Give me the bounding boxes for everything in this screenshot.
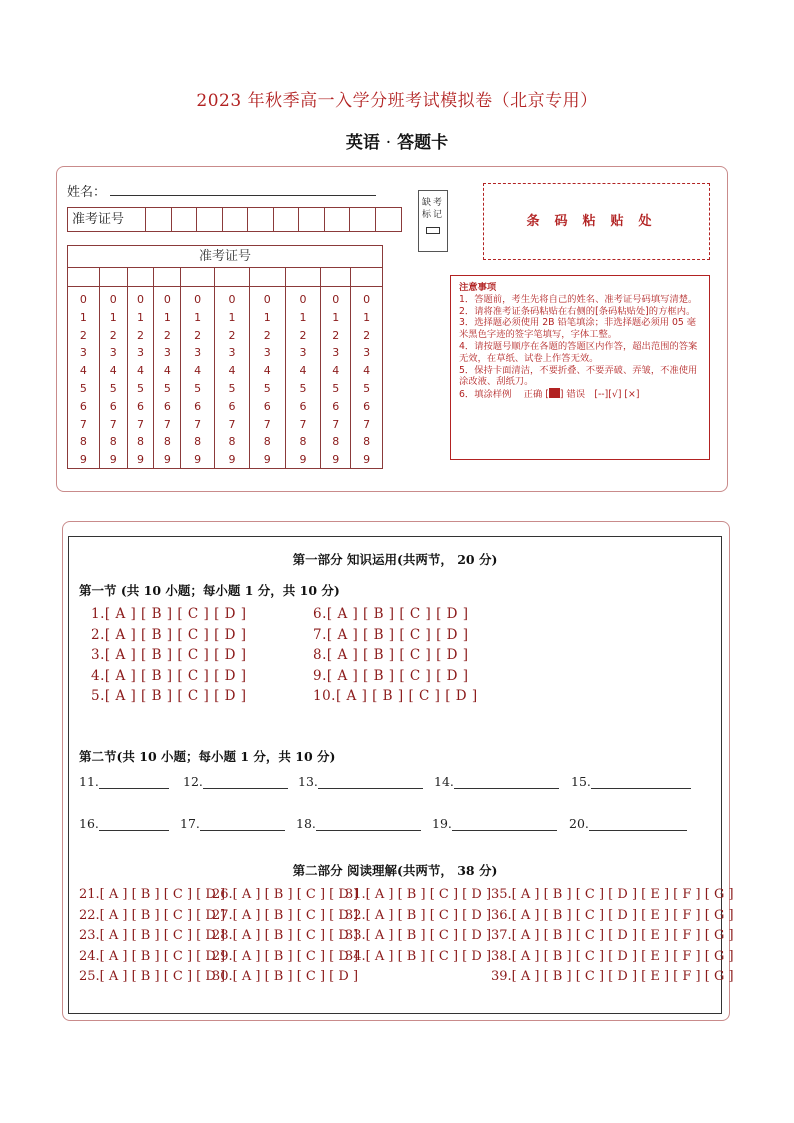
fill-blank-number: 16. <box>79 816 99 831</box>
fill-blank-line[interactable] <box>591 776 691 789</box>
digit-bubble[interactable]: 9 <box>228 453 236 467</box>
answer-row[interactable]: 7.[ A ] [ B ] [ C ] [ D ] <box>313 626 469 643</box>
digit-list <box>215 287 249 469</box>
digit-bubble[interactable]: 6 <box>299 399 307 413</box>
notes-title: 注意事项 <box>459 282 497 293</box>
digit-bubble[interactable]: 1 <box>137 310 145 324</box>
digit-bubble[interactable]: 7 <box>109 417 117 431</box>
digit-bubble[interactable]: 1 <box>299 310 307 324</box>
fill-blank-number: 20. <box>569 816 589 831</box>
digit-bubble[interactable]: 5 <box>228 382 236 396</box>
digit-list <box>154 287 180 469</box>
digit-bubble[interactable]: 6 <box>363 399 371 413</box>
grid-write-cell[interactable] <box>321 268 350 287</box>
answer-row[interactable]: 38.[ A ] [ B ] [ C ] [ D ] [ E ] [ F ] [ G ] <box>491 948 734 964</box>
digit-bubble[interactable]: 6 <box>79 399 87 413</box>
digit-bubble[interactable]: 8 <box>137 435 145 449</box>
answer-row[interactable]: 1.[ A ] [ B ] [ C ] [ D ] <box>91 606 247 622</box>
answer-row[interactable]: 27.[ A ] [ B ] [ C ] [ D ] <box>212 907 359 923</box>
grid-write-cell[interactable] <box>250 268 285 287</box>
digit-bubble[interactable]: 9 <box>109 453 117 467</box>
digit-bubble[interactable]: 7 <box>79 417 87 431</box>
fill-blank-item[interactable] <box>296 816 421 831</box>
grid-write-cell[interactable] <box>68 268 99 287</box>
fill-blank-line[interactable] <box>99 818 169 831</box>
notes-item: 1．答题前，考生先将自己的姓名、准考证号码填写清楚。 <box>459 293 698 305</box>
answer-row[interactable]: 28.[ A ] [ B ] [ C ] [ D ] <box>212 928 359 944</box>
notes-item-sample: 6．填涂样例 正确 [ ] 错误 [--][√] [×] <box>459 389 640 401</box>
digit-bubble[interactable]: 9 <box>263 453 271 467</box>
digit-bubble[interactable]: 3 <box>163 346 171 360</box>
exam-id-cell[interactable] <box>299 208 325 231</box>
fill-blank-item[interactable] <box>432 816 557 831</box>
grid-column <box>250 268 286 469</box>
answer-row[interactable]: 4.[ A ] [ B ] [ C ] [ D ] <box>91 667 247 684</box>
answer-row[interactable]: 30.[ A ] [ B ] [ C ] [ D ] <box>212 969 359 985</box>
grid-column <box>215 268 250 469</box>
digit-bubble[interactable]: 9 <box>299 453 307 467</box>
fill-blank-line[interactable] <box>452 818 557 831</box>
digit-bubble[interactable]: 4 <box>263 364 271 378</box>
digit-bubble[interactable]: 3 <box>194 346 202 360</box>
fill-blank-line[interactable] <box>99 776 169 789</box>
fill-blank-number: 11. <box>79 774 99 789</box>
digit-bubble[interactable]: 4 <box>163 364 171 378</box>
digit-bubble[interactable]: 1 <box>109 310 117 324</box>
grid-columns <box>68 268 382 469</box>
digit-bubble[interactable]: 2 <box>228 328 236 342</box>
digit-bubble[interactable]: 4 <box>137 364 145 378</box>
part2-column-3 <box>345 887 491 969</box>
digit-list <box>351 287 382 469</box>
answer-row[interactable]: 24.[ A ] [ B ] [ C ] [ D ] <box>79 948 226 964</box>
answer-row[interactable]: 10.[ A ] [ B ] [ C ] [ D ] <box>313 688 478 704</box>
exam-id-cell[interactable] <box>376 208 402 231</box>
digit-bubble[interactable]: 1 <box>228 310 236 324</box>
digit-list <box>128 287 154 469</box>
digit-bubble[interactable]: 0 <box>263 293 271 307</box>
exam-id-label: 准考证号 <box>68 208 146 231</box>
fill-blank-line[interactable] <box>454 776 559 789</box>
answer-row[interactable]: 3.[ A ] [ B ] [ C ] [ D ] <box>91 647 247 663</box>
digit-bubble[interactable]: 0 <box>79 293 87 307</box>
digit-bubble[interactable]: 9 <box>332 453 340 467</box>
exam-id-cell[interactable] <box>248 208 274 231</box>
part2-title: 第二部分 阅读理解(共两节， 38 分) <box>292 863 498 878</box>
grid-write-cell[interactable] <box>100 268 127 287</box>
answer-row[interactable]: 8.[ A ] [ B ] [ C ] [ D ] <box>313 647 469 663</box>
part2-column-4 <box>491 887 734 990</box>
fill-blank-number: 19. <box>432 816 452 831</box>
card-label: 答题卡 <box>397 133 449 153</box>
answer-row[interactable]: 5.[ A ] [ B ] [ C ] [ D ] <box>91 688 247 704</box>
digit-bubble[interactable]: 7 <box>263 417 271 431</box>
fill-blank-line[interactable] <box>589 818 687 831</box>
digit-bubble[interactable]: 8 <box>109 435 117 449</box>
digit-bubble[interactable]: 2 <box>194 328 202 342</box>
fill-blank-item[interactable] <box>79 816 169 831</box>
digit-bubble[interactable]: 8 <box>332 435 340 449</box>
digit-bubble[interactable]: 5 <box>363 382 371 396</box>
grid-column <box>181 268 215 469</box>
digit-bubble[interactable]: 1 <box>263 310 271 324</box>
digit-bubble[interactable]: 6 <box>137 399 145 413</box>
fill-blank-number: 17. <box>180 816 200 831</box>
filled-mark-icon <box>549 388 560 398</box>
exam-id-cell[interactable] <box>172 208 198 231</box>
digit-bubble[interactable]: 4 <box>332 364 340 378</box>
page-subtitle <box>0 128 794 153</box>
fill-blank-item[interactable] <box>180 816 285 831</box>
notes-box <box>450 275 710 460</box>
digit-bubble[interactable]: 5 <box>79 382 87 396</box>
answer-row[interactable]: 33.[ A ] [ B ] [ C ] [ D ] <box>345 928 492 944</box>
fill-blank-line[interactable] <box>318 776 423 789</box>
fill-blank-line[interactable] <box>200 818 285 831</box>
sample-wrong-label: 错误 [--][√] [×] <box>566 389 640 401</box>
digit-bubble[interactable]: 2 <box>363 328 371 342</box>
digit-bubble[interactable]: 5 <box>109 382 117 396</box>
fill-blank-item[interactable] <box>298 774 423 789</box>
fill-blank-number: 14. <box>434 774 454 789</box>
digit-bubble[interactable]: 4 <box>228 364 236 378</box>
part2-column-2 <box>212 887 358 990</box>
digit-bubble[interactable]: 8 <box>263 435 271 449</box>
digit-list <box>68 287 99 469</box>
answer-row[interactable]: 9.[ A ] [ B ] [ C ] [ D ] <box>313 667 469 684</box>
digit-bubble[interactable]: 5 <box>299 382 307 396</box>
digit-bubble[interactable]: 3 <box>363 346 371 360</box>
digit-list <box>181 287 214 469</box>
digit-bubble[interactable]: 3 <box>299 346 307 360</box>
absent-label-1: 缺考 <box>421 198 444 208</box>
section1-title: 第一节 (共 10 小题；每小题 1 分，共 10 分) <box>79 583 340 598</box>
grid-column <box>128 268 155 469</box>
fill-blank-item[interactable] <box>569 816 687 831</box>
grid-column <box>100 268 128 469</box>
exam-id-bubble-grid <box>67 245 383 469</box>
digit-bubble[interactable]: 3 <box>228 346 236 360</box>
digit-bubble[interactable]: 9 <box>79 453 87 467</box>
digit-bubble[interactable]: 2 <box>299 328 307 342</box>
digit-bubble[interactable]: 7 <box>137 417 145 431</box>
section1-left-column <box>91 606 247 709</box>
digit-bubble[interactable]: 5 <box>163 382 171 396</box>
fill-blank-number: 13. <box>298 774 318 789</box>
exam-id-cell[interactable] <box>146 208 172 231</box>
digit-bubble[interactable]: 6 <box>194 399 202 413</box>
digit-bubble[interactable]: 0 <box>332 293 340 307</box>
digit-bubble[interactable]: 3 <box>137 346 145 360</box>
grid-column <box>154 268 181 469</box>
answer-row[interactable]: 2.[ A ] [ B ] [ C ] [ D ] <box>91 626 247 643</box>
answer-row[interactable]: 22.[ A ] [ B ] [ C ] [ D ] <box>79 907 226 923</box>
grid-write-cell[interactable] <box>154 268 180 287</box>
section2-title: 第二节(共 10 小题；每小题 1 分，共 10 分) <box>79 749 336 764</box>
fill-blank-line[interactable] <box>203 776 288 789</box>
digit-bubble[interactable]: 4 <box>299 364 307 378</box>
digit-bubble[interactable]: 6 <box>228 399 236 413</box>
answer-row[interactable]: 37.[ A ] [ B ] [ C ] [ D ] [ E ] [ F ] [ G ] <box>491 928 734 944</box>
grid-write-cell[interactable] <box>286 268 321 287</box>
answer-row[interactable]: 31.[ A ] [ B ] [ C ] [ D ] <box>345 887 492 902</box>
digit-bubble[interactable]: 9 <box>137 453 145 467</box>
notes-item: 4．请按题号顺序在各题的答题区内作答，超出范围的答案无效，在草纸、试卷上作答无效。 <box>459 340 698 364</box>
digit-bubble[interactable]: 8 <box>363 435 371 449</box>
grid-header: 准考证号 <box>68 246 382 268</box>
digit-bubble[interactable]: 7 <box>228 417 236 431</box>
page-title: 2023 年秋季高一入学分班考试模拟卷（北京专用） <box>196 91 598 111</box>
part2-column-1 <box>79 887 225 990</box>
digit-bubble[interactable]: 7 <box>363 417 371 431</box>
digit-bubble[interactable]: 0 <box>137 293 145 307</box>
digit-bubble[interactable]: 8 <box>228 435 236 449</box>
digit-list <box>100 287 127 469</box>
digit-bubble[interactable]: 8 <box>299 435 307 449</box>
grid-column <box>321 268 351 469</box>
digit-list <box>286 287 321 469</box>
digit-bubble[interactable]: 2 <box>163 328 171 342</box>
digit-bubble[interactable]: 3 <box>263 346 271 360</box>
digit-bubble[interactable]: 9 <box>194 453 202 467</box>
answer-row[interactable]: 26.[ A ] [ B ] [ C ] [ D ] <box>212 887 359 902</box>
notes-item: 3．选择题必须使用 2B 铅笔填涂；非选择题必须用 05 毫米黑色字迹的签字笔填写，字体工整。 <box>459 317 697 341</box>
digit-bubble[interactable]: 8 <box>194 435 202 449</box>
fill-blank-item[interactable] <box>571 774 691 789</box>
digit-bubble[interactable]: 2 <box>263 328 271 342</box>
digit-bubble[interactable]: 8 <box>163 435 171 449</box>
exam-id-cell[interactable] <box>223 208 249 231</box>
digit-bubble[interactable]: 1 <box>363 310 371 324</box>
digit-bubble[interactable]: 6 <box>263 399 271 413</box>
fill-blank-item[interactable] <box>79 774 169 789</box>
answer-row[interactable]: 39.[ A ] [ B ] [ C ] [ D ] [ E ] [ F ] [ G ] <box>491 969 734 985</box>
digit-bubble[interactable]: 0 <box>363 293 371 307</box>
answer-row[interactable]: 35.[ A ] [ B ] [ C ] [ D ] [ E ] [ F ] [ G ] <box>491 887 734 902</box>
digit-bubble[interactable]: 1 <box>194 310 202 324</box>
digit-bubble[interactable]: 4 <box>109 364 117 378</box>
name-field[interactable] <box>110 195 376 196</box>
answer-row[interactable]: 21.[ A ] [ B ] [ C ] [ D ] <box>79 887 226 902</box>
digit-bubble[interactable]: 3 <box>109 346 117 360</box>
digit-bubble[interactable]: 2 <box>332 328 340 342</box>
fill-blank-line[interactable] <box>316 818 421 831</box>
digit-list <box>321 287 350 469</box>
name-label: 姓名： <box>67 185 107 200</box>
digit-bubble[interactable]: 6 <box>332 399 340 413</box>
part1-title: 第一部分 知识运用(共两节， 20 分) <box>292 552 498 567</box>
digit-bubble[interactable]: 7 <box>194 417 202 431</box>
separator-dot: · <box>385 133 392 153</box>
fill-blank-number: 15. <box>571 774 591 789</box>
answer-row[interactable]: 32.[ A ] [ B ] [ C ] [ D ] <box>345 907 492 923</box>
digit-bubble[interactable]: 5 <box>332 382 340 396</box>
answer-row[interactable]: 34.[ A ] [ B ] [ C ] [ D ] <box>345 948 492 964</box>
digit-bubble[interactable]: 0 <box>109 293 117 307</box>
digit-bubble[interactable]: 9 <box>363 453 371 467</box>
digit-bubble[interactable]: 3 <box>79 346 87 360</box>
exam-id-cell[interactable] <box>274 208 300 231</box>
barcode-area: 条码粘贴处 <box>483 183 710 260</box>
grid-column <box>351 268 382 469</box>
digit-bubble[interactable]: 1 <box>332 310 340 324</box>
absent-mark-box <box>418 190 448 252</box>
fill-blank-item[interactable] <box>434 774 559 789</box>
grid-write-cell[interactable] <box>128 268 154 287</box>
digit-bubble[interactable]: 2 <box>137 328 145 342</box>
digit-bubble[interactable]: 0 <box>194 293 202 307</box>
answer-row[interactable]: 29.[ A ] [ B ] [ C ] [ D ] <box>212 948 359 964</box>
notes-item: 2．请将准考证条码粘贴在右侧的[条码粘贴处]的方框内。 <box>459 305 696 317</box>
grid-write-cell[interactable] <box>215 268 249 287</box>
digit-bubble[interactable]: 1 <box>163 310 171 324</box>
fill-blank-number: 18. <box>296 816 316 831</box>
fill-blank-number: 12. <box>183 774 203 789</box>
digit-bubble[interactable]: 0 <box>299 293 307 307</box>
absent-checkbox[interactable] <box>426 227 440 234</box>
digit-bubble[interactable]: 4 <box>79 364 87 378</box>
exam-id-cell[interactable] <box>197 208 223 231</box>
exam-id-cell[interactable] <box>350 208 376 231</box>
digit-bubble[interactable]: 3 <box>332 346 340 360</box>
notes-item: 5．保持卡面清洁，不要折叠、不要弄破、弄皱，不准使用涂改液、刮纸刀。 <box>459 364 698 388</box>
fill-blank-item[interactable] <box>183 774 288 789</box>
digit-bubble[interactable]: 2 <box>79 328 87 342</box>
digit-bubble[interactable]: 0 <box>228 293 236 307</box>
digit-list <box>250 287 285 469</box>
sample-correct-label: 6．填涂样例 正确 <box>459 389 543 401</box>
digit-bubble[interactable]: 4 <box>194 364 202 378</box>
absent-label-2: 标记 <box>421 210 444 220</box>
grid-column <box>68 268 100 469</box>
digit-bubble[interactable]: 7 <box>299 417 307 431</box>
grid-column <box>286 268 322 469</box>
digit-bubble[interactable]: 0 <box>163 293 171 307</box>
answer-row[interactable]: 25.[ A ] [ B ] [ C ] [ D ] <box>79 969 226 985</box>
digit-bubble[interactable]: 8 <box>79 435 87 449</box>
answer-row[interactable]: 6.[ A ] [ B ] [ C ] [ D ] <box>313 606 469 622</box>
digit-bubble[interactable]: 4 <box>363 364 371 378</box>
digit-bubble[interactable]: 1 <box>79 310 87 324</box>
answer-row[interactable]: 36.[ A ] [ B ] [ C ] [ D ] [ E ] [ F ] [ G ] <box>491 907 734 923</box>
digit-bubble[interactable]: 7 <box>163 417 171 431</box>
grid-write-cell[interactable] <box>181 268 214 287</box>
digit-bubble[interactable]: 5 <box>263 382 271 396</box>
digit-bubble[interactable]: 2 <box>109 328 117 342</box>
digit-bubble[interactable]: 6 <box>163 399 171 413</box>
answer-row[interactable]: 23.[ A ] [ B ] [ C ] [ D ] <box>79 928 226 944</box>
digit-bubble[interactable]: 7 <box>332 417 340 431</box>
digit-bubble[interactable]: 5 <box>194 382 202 396</box>
digit-bubble[interactable]: 5 <box>137 382 145 396</box>
subject-label: 英语 <box>345 133 380 153</box>
exam-id-cell[interactable] <box>325 208 351 231</box>
exam-id-row <box>67 207 402 232</box>
section1-right-column <box>313 606 478 709</box>
digit-bubble[interactable]: 6 <box>109 399 117 413</box>
grid-write-cell[interactable] <box>351 268 382 287</box>
digit-bubble[interactable]: 9 <box>163 453 171 467</box>
